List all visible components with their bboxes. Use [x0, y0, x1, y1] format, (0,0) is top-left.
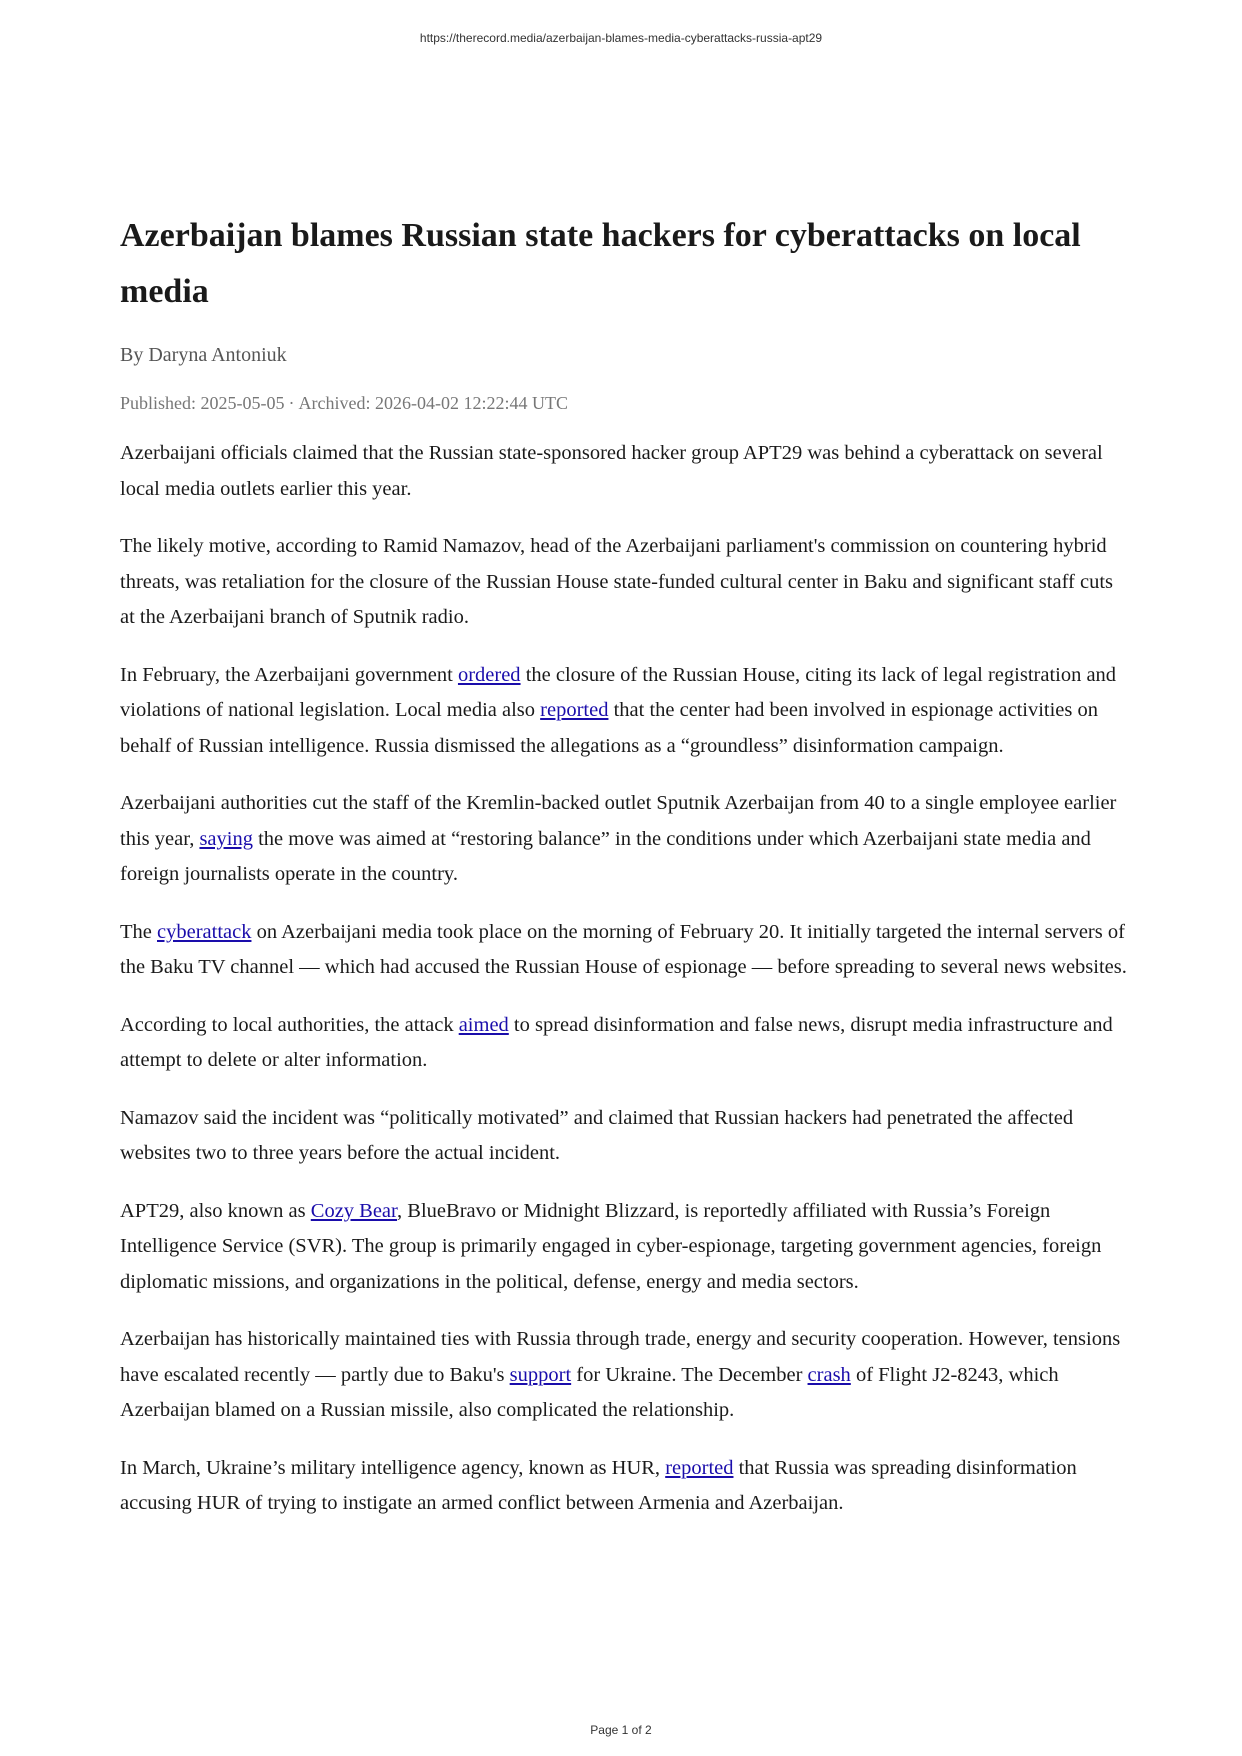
meta-separator: ·: [288, 393, 295, 413]
paragraph-text: to spread disinformation and false news, disrupt media infrastructure and attempt to delete or alter information.: [120, 1013, 1113, 1071]
article-byline: By Daryna Antoniuk: [120, 344, 287, 366]
paragraph-text: , BlueBravo or Midnight Blizzard, is reportedly affiliated with Russia’s Foreign Intelligence Service (SVR). The group is primarily engaged in cyber-espionage, targeting government agencies, foreign diplomatic missions, and organizations in the political, defense, energy and media sectors.: [120, 1199, 1102, 1293]
link-reported-hur[interactable]: reported: [665, 1456, 734, 1479]
paragraph-5: [120, 915, 1130, 986]
paragraph-text: In March, Ukraine’s military intelligence agency, known as HUR,: [120, 1456, 666, 1479]
paragraph-text: Azerbaijani officials claimed that the Russian state-sponsored hacker group APT29 was behind a cyberattack on several local media outlets earlier this year.: [120, 442, 1103, 500]
paragraph-text: that Russia was spreading disinformation accusing HUR of trying to instigate an armed conflict between Armenia and Azerbaijan.: [120, 1456, 1077, 1514]
paragraph-2: [120, 529, 1130, 636]
paragraph-1: [120, 436, 1130, 507]
link-reported[interactable]: reported: [540, 699, 609, 721]
link-cyberattack[interactable]: cyberattack: [157, 920, 252, 943]
paragraph-text: The: [120, 920, 157, 943]
archived-date: Archived: 2026-04-02 12:22:44 UTC: [298, 393, 568, 413]
page-number: Page 1 of 2: [590, 1723, 652, 1737]
link-crash[interactable]: crash: [807, 1363, 851, 1386]
source-url: https://therecord.media/azerbaijan-blames-media-cyberattacks-russia-apt29: [419, 31, 823, 45]
article-body: [120, 436, 1130, 1522]
paragraph-text: Azerbaijani authorities cut the staff of the Kremlin-backed outlet Sputnik Azerbaijan from 40 to a single employee earlier this year,: [120, 792, 1117, 850]
article: [120, 208, 1130, 1522]
link-saying[interactable]: saying: [199, 827, 253, 850]
paragraph-text: The likely motive, according to Ramid Namazov, head of the Azerbaijani parliament's commission on countering hybrid threats, was retaliation for the closure of the Russian House state-funded cultural center in Baku and significant staff cuts at the Azerbaijani branch of Sputnik radio.: [120, 535, 1113, 628]
paragraph-text: Namazov said the incident was “politically motivated” and claimed that Russian hackers had penetrated the affected websites two to three years before the actual incident.: [120, 1106, 1074, 1164]
paragraph-text: APT29, also known as: [120, 1199, 311, 1222]
paragraph-text: of Flight J2-8243, which Azerbaijan blamed on a Russian missile, also complicated the relationship.: [120, 1363, 1059, 1421]
paragraph-6: [120, 1008, 1130, 1079]
article-meta: [120, 390, 1130, 416]
paragraph-text: that the center had been involved in espionage activities on behalf of Russian intelligence. Russia dismissed the allegations as a “groundless” disinformation campaign.: [120, 699, 1099, 757]
link-cozy-bear[interactable]: Cozy Bear: [310, 1199, 398, 1222]
paragraph-text: the move was aimed at “restoring balance” in the conditions under which Azerbaijani state media and foreign journalists operate in the country.: [120, 827, 1091, 885]
article-title: Azerbaijan blames Russian state hackers for cyberattacks on local media: [120, 217, 1081, 310]
paragraph-text: Azerbaijan has historically maintained ties with Russia through trade, energy and security cooperation. However, tensions have escalated recently — partly due to Baku's: [120, 1328, 1121, 1386]
link-support[interactable]: support: [509, 1363, 572, 1386]
paragraph-10: [120, 1451, 1130, 1522]
paragraph-text: According to local authorities, the attack: [120, 1013, 459, 1036]
paragraph-text: the closure of the Russian House, citing its lack of legal registration and violations of national legislation. Local media also: [120, 663, 1117, 721]
paragraph-text: on Azerbaijani media took place on the morning of February 20. It initially targeted the internal servers of the Baku TV channel — which had accused the Russian House of espionage — before spreading to several news websites.: [120, 920, 1127, 978]
paragraph-4: [120, 786, 1130, 893]
link-ordered[interactable]: ordered: [457, 663, 521, 686]
link-aimed[interactable]: aimed: [458, 1013, 509, 1036]
paragraph-3: [120, 658, 1130, 765]
paragraph-9: [120, 1322, 1130, 1429]
paragraph-8: [120, 1194, 1130, 1301]
paragraph-7: [120, 1101, 1130, 1172]
published-date: Published: 2025-05-05: [120, 393, 285, 413]
paragraph-text: for Ukraine. The December: [571, 1363, 808, 1386]
paragraph-text: In February, the Azerbaijani government: [120, 663, 458, 686]
